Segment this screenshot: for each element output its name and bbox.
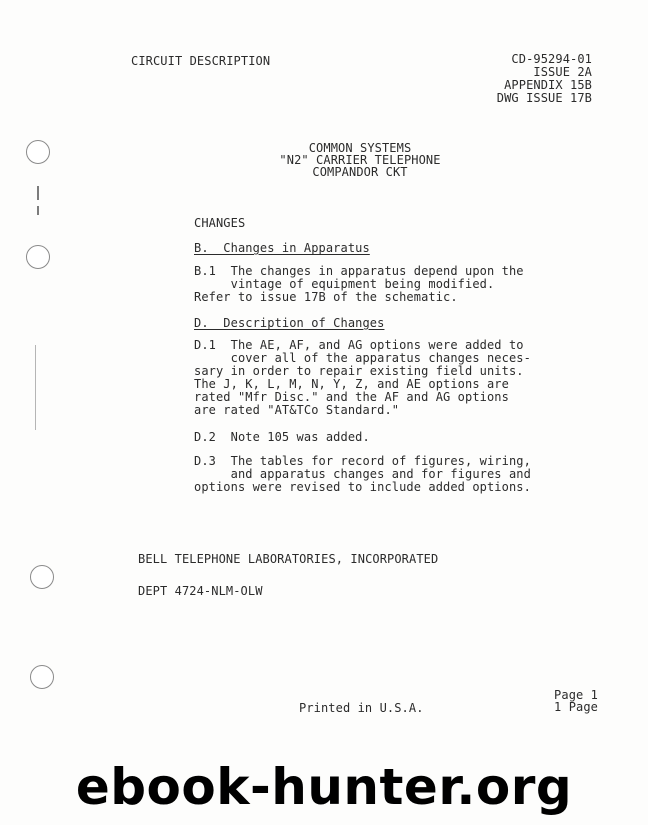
paragraph-line: are rated "AT&TCo Standard." xyxy=(194,403,400,417)
paragraph-line: rated "Mfr Disc." and the AF and AG options xyxy=(194,390,509,404)
section-heading-apparatus: B. Changes in Apparatus xyxy=(194,241,370,255)
paragraph-line: D.2 Note 105 was added. xyxy=(194,430,370,444)
changes-heading: CHANGES xyxy=(194,216,246,230)
printed-note: Printed in U.S.A. xyxy=(299,701,424,715)
paragraph-line: Refer to issue 17B of the schematic. xyxy=(194,290,458,304)
paragraph-line: D.3 The tables for record of figures, wiring, xyxy=(194,454,531,468)
paragraph-line: sary in order to repair existing field units. xyxy=(194,364,524,378)
paragraph-line: vintage of equipment being modified. xyxy=(194,277,495,291)
margin-line xyxy=(35,345,36,430)
section-heading-description: D. Description of Changes xyxy=(194,316,385,330)
company-name: BELL TELEPHONE LABORATORIES, INCORPORATED xyxy=(138,552,439,566)
page-count: 1 Page xyxy=(554,700,598,714)
doc-drawing-issue: DWG ISSUE 17B xyxy=(496,91,592,105)
doc-issue: ISSUE 2A xyxy=(533,65,592,79)
department-code: DEPT 4724-NLM-OLW xyxy=(138,584,263,598)
title-line-3: COMPANDOR CKT xyxy=(312,165,408,179)
paragraph-line: B.1 The changes in apparatus depend upon the xyxy=(194,264,524,278)
doc-appendix: APPENDIX 15B xyxy=(504,78,592,92)
paragraph-line: The J, K, L, M, N, Y, Z, and AE options are xyxy=(194,377,509,391)
margin-mark xyxy=(37,186,39,200)
doc-number: CD-95294-01 xyxy=(511,52,592,66)
paragraph-line: and apparatus changes and for figures and xyxy=(194,467,531,481)
paragraph-line: D.1 The AE, AF, and AG options were added to xyxy=(194,338,524,352)
paragraph-line: cover all of the apparatus changes neces- xyxy=(194,351,531,365)
margin-mark xyxy=(37,206,39,215)
title-line-2: "N2" CARRIER TELEPHONE xyxy=(279,153,441,167)
page-number: Page 1 xyxy=(554,688,598,702)
title-line-1: COMMON SYSTEMS xyxy=(308,141,412,155)
punch-hole-bottom xyxy=(30,665,54,689)
paragraph-line: options were revised to include added options. xyxy=(194,480,531,494)
punch-hole-lower xyxy=(30,565,54,589)
doc-category: CIRCUIT DESCRIPTION xyxy=(131,54,271,68)
watermark-text: ebook-hunter.org xyxy=(75,758,573,816)
punch-hole-upper xyxy=(26,245,50,269)
